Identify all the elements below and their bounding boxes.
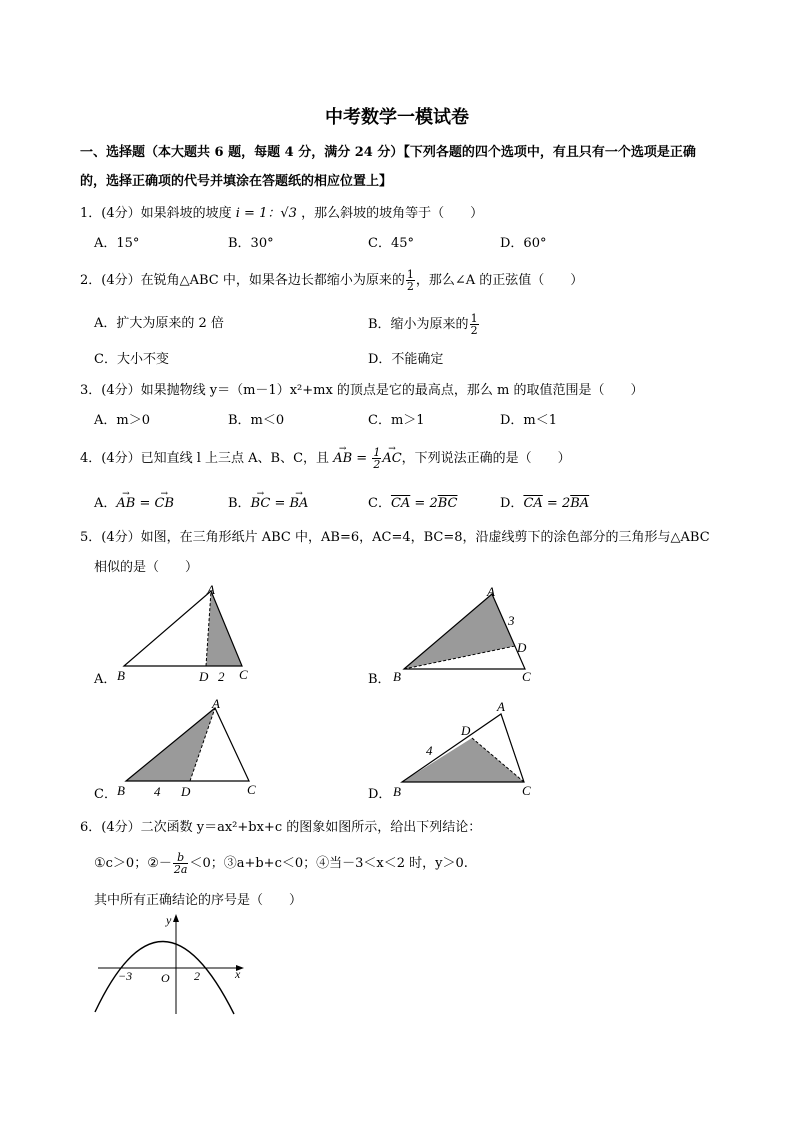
- question-4-stem: 4．(4分）已知直线 l 上三点 A、B、C，且 → AB = $\frac{1}{2}$ → AC，下列说法正确的是（ ）: [80, 446, 571, 472]
- q5-figure-c: [108, 694, 268, 809]
- label-b: B: [117, 668, 125, 683]
- q4-option-d[interactable]: D．$\overline{CA} = 2\overline{BA}$: [500, 496, 590, 511]
- q6-conclusions: [94, 850, 468, 878]
- length-label: 4: [426, 743, 433, 758]
- y-axis-arrow: [173, 914, 179, 922]
- q5-option-a[interactable]: A．: [94, 672, 117, 687]
- q5-option-d[interactable]: D．: [368, 787, 392, 802]
- question-6-stem: 6．(4分）二次函数 y＝ax²+bx+c 的图象如图所示，给出下列结论：: [80, 820, 482, 835]
- q4-option-c[interactable]: C．$\overline{CA} = 2\overline{BC}$: [368, 496, 458, 511]
- q2-option-c[interactable]: C．大小不变: [94, 352, 169, 367]
- q3-option-c[interactable]: C．m＞1: [368, 413, 425, 428]
- section-header-line2: 的，选择正确项的代号并填涂在答题纸的相应位置上】: [80, 174, 393, 189]
- q4-stem-b: ，下列说法正确的是（ ）: [401, 451, 571, 466]
- q5-option-c[interactable]: C．: [94, 787, 117, 802]
- shaded-triangle: [402, 738, 524, 782]
- origin-label: O: [161, 971, 170, 985]
- q6-conclusion-part2: ＜0；③a+b+c＜0；④当－3＜x＜2 时，y＞0.: [189, 856, 468, 871]
- label-d: D: [199, 669, 209, 684]
- q3-option-d[interactable]: D．m＜1: [500, 413, 558, 428]
- q6-fraction: $\frac{b}{2a}$: [173, 851, 188, 876]
- q5-figure-b: [384, 580, 544, 690]
- question-5-stem-line2: 相似的是（ ）: [94, 560, 199, 575]
- q1-option-b[interactable]: B．30°: [228, 236, 274, 251]
- q2-stem-a: 2．(4分）在锐角△ABC 中，如果各边长都缩小为原来的: [80, 273, 405, 288]
- question-5-stem-line1: 5．(4分）如图，在三角形纸片 ABC 中，AB=6，AC=4，BC=8，沿虚线剪下的涂色部分的三角形与△ABC: [80, 530, 710, 545]
- y-label: y: [166, 913, 172, 927]
- q2-option-b-fraction: $\frac{1}{2}$: [470, 312, 478, 337]
- root-2-label: 2: [194, 969, 200, 983]
- label-b: B: [117, 783, 125, 798]
- q4-option-b[interactable]: B．→ BC = → BA: [228, 496, 308, 512]
- q2-fraction: $\frac{1}{2}$: [406, 268, 414, 293]
- label-d: D: [181, 784, 191, 799]
- section-header-line1: 一、选择题（本大题共 6 题，每题 4 分，满分 24 分）【下列各题的四个选项中，有且只有一个选项是正确: [80, 145, 696, 160]
- page-title: 中考数学一模试卷: [325, 107, 469, 128]
- q1-stem-b: ，那么斜坡的坡角等于（ ）: [301, 206, 484, 221]
- label-a: A: [207, 582, 215, 597]
- label-c: C: [247, 782, 256, 797]
- label-b: B: [393, 784, 401, 799]
- q2-option-b-text: B．缩小为原来的: [368, 317, 469, 332]
- q4-vector-ac: → AC: [382, 446, 401, 472]
- question-1-stem: [80, 206, 483, 222]
- q4-vector-ab: → AB: [333, 446, 352, 472]
- label-a: A: [487, 584, 495, 599]
- q6-question: 其中所有正确结论的序号是（ ）: [94, 893, 303, 908]
- length-label: 3: [508, 613, 515, 628]
- label-d: D: [461, 723, 471, 738]
- label-b: B: [393, 669, 401, 684]
- q1-option-a[interactable]: A．15°: [94, 236, 140, 251]
- x-label: x: [235, 967, 241, 981]
- length-label: 2: [218, 669, 225, 684]
- question-3-stem: 3．(4分）如果抛物线 y＝（m－1）x²+mx 的顶点是它的最高点，那么 m 的取值范围是（ ）: [80, 383, 644, 398]
- q2-option-a[interactable]: A．扩大为原来的 2 倍: [94, 316, 224, 331]
- q2-stem-b: ，那么∠A 的正弦值（ ）: [415, 273, 584, 288]
- q4-option-a[interactable]: A．→ AB = → CB: [94, 496, 174, 512]
- q1-stem-a: 1．(4分）如果斜坡的坡度: [80, 206, 232, 221]
- q4-stem-a: 4．(4分）已知直线 l 上三点 A、B、C，且: [80, 451, 330, 466]
- q1-option-c[interactable]: C．45°: [368, 236, 414, 251]
- q2-option-d[interactable]: D．不能确定: [368, 352, 444, 367]
- length-label: 4: [154, 784, 161, 799]
- q3-option-a[interactable]: A．m＞0: [94, 413, 150, 428]
- q5-figure-a: [108, 580, 268, 690]
- q5-option-b[interactable]: B．: [368, 672, 391, 687]
- q1-stem-math: i = 1：√3: [235, 206, 297, 221]
- root-neg3-label: −3: [118, 969, 133, 983]
- q6-parabola-graph: [90, 910, 250, 1020]
- q5-figure-d: [384, 694, 544, 809]
- q4-fraction: $\frac{1}{2}$: [373, 446, 381, 471]
- shaded-triangle: [206, 591, 242, 666]
- q1-option-d[interactable]: D．60°: [500, 236, 547, 251]
- q2-option-b[interactable]: [368, 312, 480, 338]
- q6-conclusion-part1: ①c＞0；②－: [94, 856, 172, 871]
- label-c: C: [522, 783, 531, 798]
- q3-option-b[interactable]: B．m＜0: [228, 413, 285, 428]
- label-c: C: [522, 669, 531, 684]
- question-2-stem: [80, 268, 583, 294]
- label-a: A: [497, 699, 505, 714]
- label-d: D: [517, 640, 527, 655]
- label-c: C: [239, 667, 248, 682]
- label-a: A: [212, 696, 220, 711]
